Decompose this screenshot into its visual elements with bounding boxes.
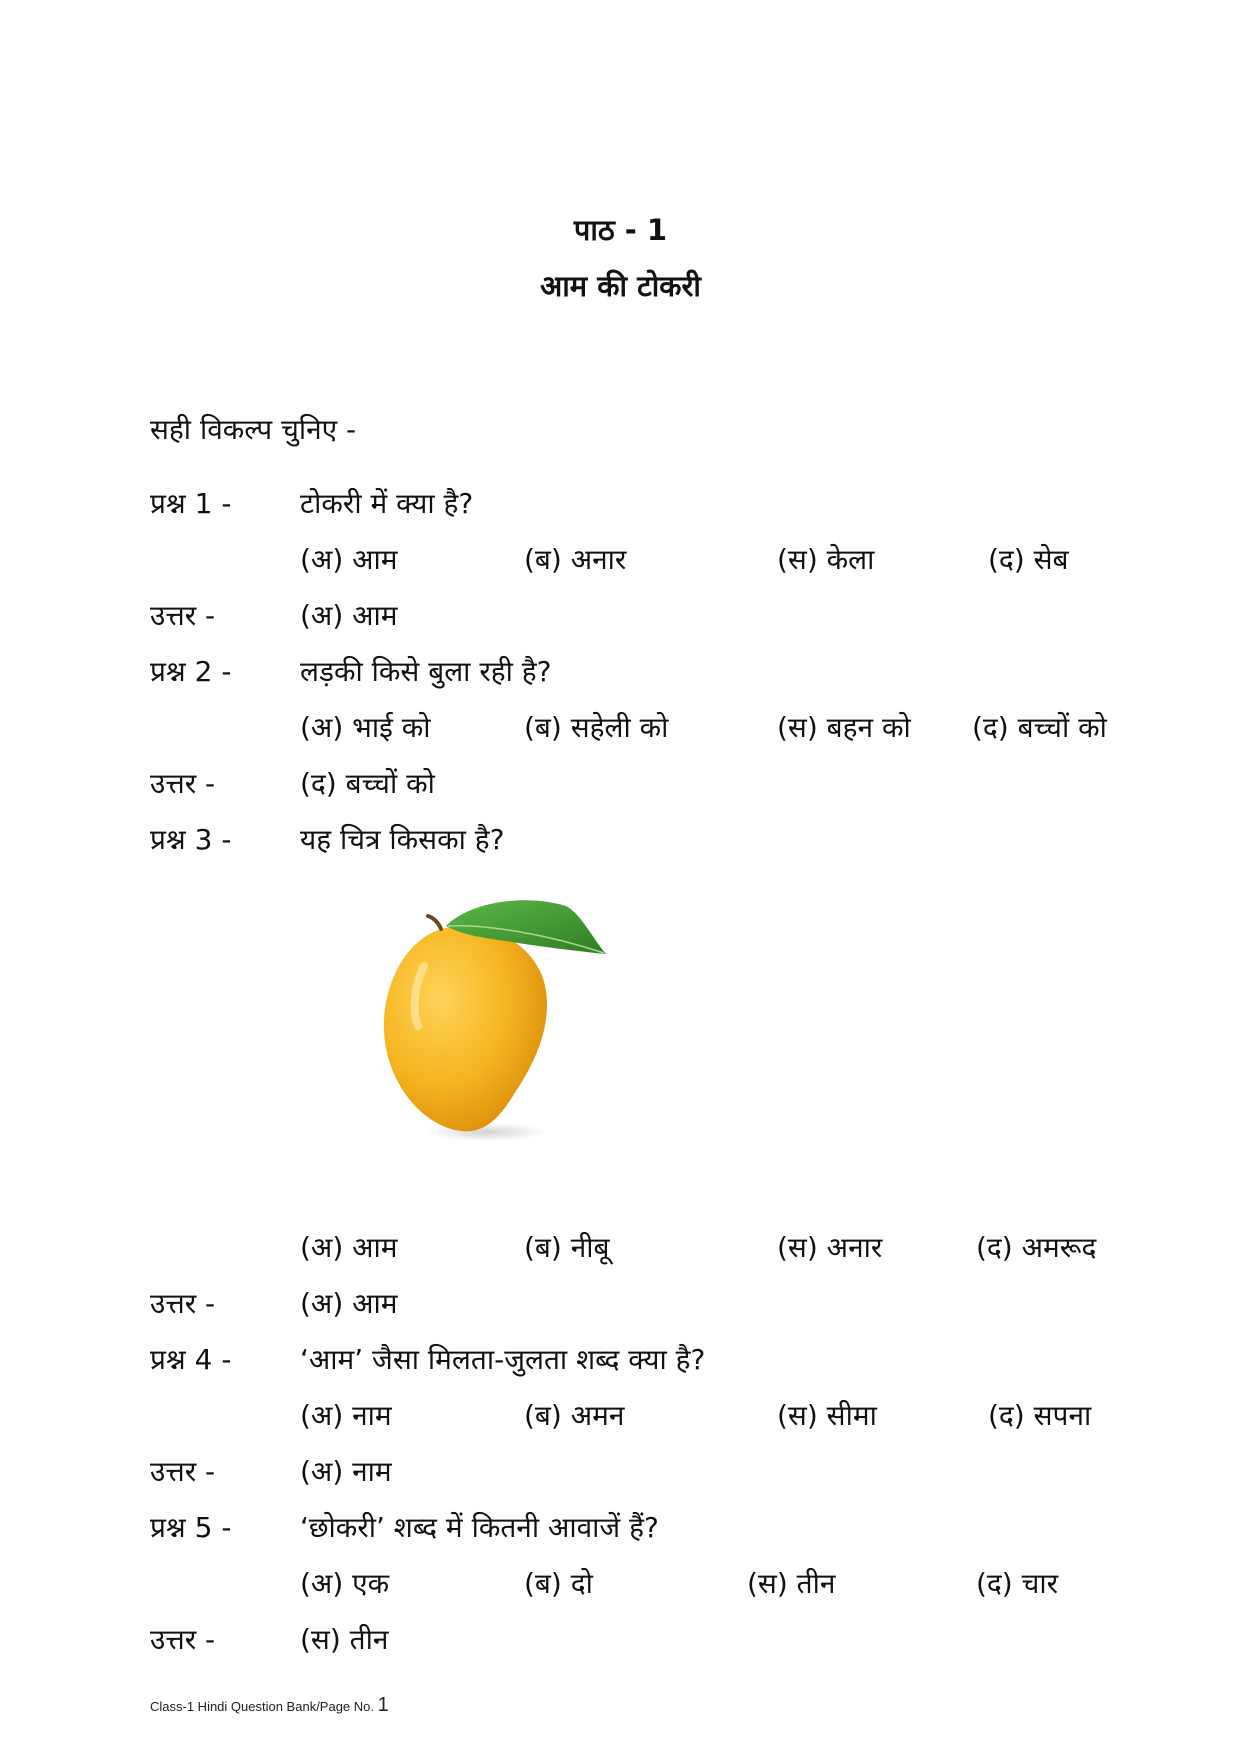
question-3-text: यह चित्र किसका है? xyxy=(300,823,505,856)
question-5-text: ‘छोकरी’ शब्द में कितनी आवाजें हैं? xyxy=(300,1511,659,1544)
answer-2: (द) बच्चों को xyxy=(300,767,435,800)
q3-option-c: (स) अनार xyxy=(777,1231,883,1264)
page-number: 1 xyxy=(377,1694,389,1716)
question-2-label: प्रश्न 2 - xyxy=(150,655,232,688)
answer-3: (अ) आम xyxy=(300,1287,398,1320)
q2-option-d: (द) बच्चों को xyxy=(972,711,1107,744)
answer-3-label: उत्तर - xyxy=(150,1287,216,1320)
q4-option-b: (ब) अमन xyxy=(524,1399,625,1432)
q2-option-b: (ब) सहेली को xyxy=(524,711,669,744)
q3-option-b: (ब) नीबू xyxy=(524,1231,610,1264)
q1-option-c: (स) केला xyxy=(777,543,875,576)
answer-4: (अ) नाम xyxy=(300,1455,392,1488)
lesson-number: पाठ - 1 xyxy=(573,213,668,247)
q4-option-a: (अ) नाम xyxy=(300,1399,392,1432)
page-footer xyxy=(150,1694,389,1718)
question-3-label: प्रश्न 3 - xyxy=(150,823,232,856)
question-1-text: टोकरी में क्या है? xyxy=(300,487,474,520)
q1-option-b: (ब) अनार xyxy=(524,543,627,576)
answer-4-label: उत्तर - xyxy=(150,1455,216,1488)
q3-option-a: (अ) आम xyxy=(300,1231,398,1264)
instruction: सही विकल्प चुनिए - xyxy=(150,413,357,446)
q4-option-d: (द) सपना xyxy=(988,1399,1092,1432)
q5-option-c: (स) तीन xyxy=(747,1567,836,1600)
answer-5-label: उत्तर - xyxy=(150,1623,216,1656)
question-4-label: प्रश्न 4 - xyxy=(150,1343,232,1376)
answer-2-label: उत्तर - xyxy=(150,767,216,800)
question-5-label: प्रश्न 5 - xyxy=(150,1511,232,1544)
q1-option-a: (अ) आम xyxy=(300,543,398,576)
q2-option-c: (स) बहन को xyxy=(777,711,911,744)
question-2-text: लड़की किसे बुला रही है? xyxy=(300,655,552,688)
question-1-label: प्रश्न 1 - xyxy=(150,487,232,520)
answer-5: (स) तीन xyxy=(300,1623,389,1656)
q5-option-b: (ब) दो xyxy=(524,1567,593,1600)
question-4-text: ‘आम’ जैसा मिलता-जुलता शब्द क्या है? xyxy=(300,1343,706,1376)
answer-1: (अ) आम xyxy=(300,599,398,632)
q2-option-a: (अ) भाई को xyxy=(300,711,431,744)
q3-option-d: (द) अमरूद xyxy=(976,1231,1097,1264)
q4-option-c: (स) सीमा xyxy=(777,1399,877,1432)
q1-option-d: (द) सेब xyxy=(988,543,1069,576)
mango-image xyxy=(376,896,626,1146)
q5-option-a: (अ) एक xyxy=(300,1567,390,1600)
q5-option-d: (द) चार xyxy=(976,1567,1059,1600)
answer-1-label: उत्तर - xyxy=(150,599,216,632)
lesson-title: आम की टोकरी xyxy=(540,269,701,303)
footer-text: Class-1 Hindi Question Bank/Page No. xyxy=(150,1699,375,1714)
